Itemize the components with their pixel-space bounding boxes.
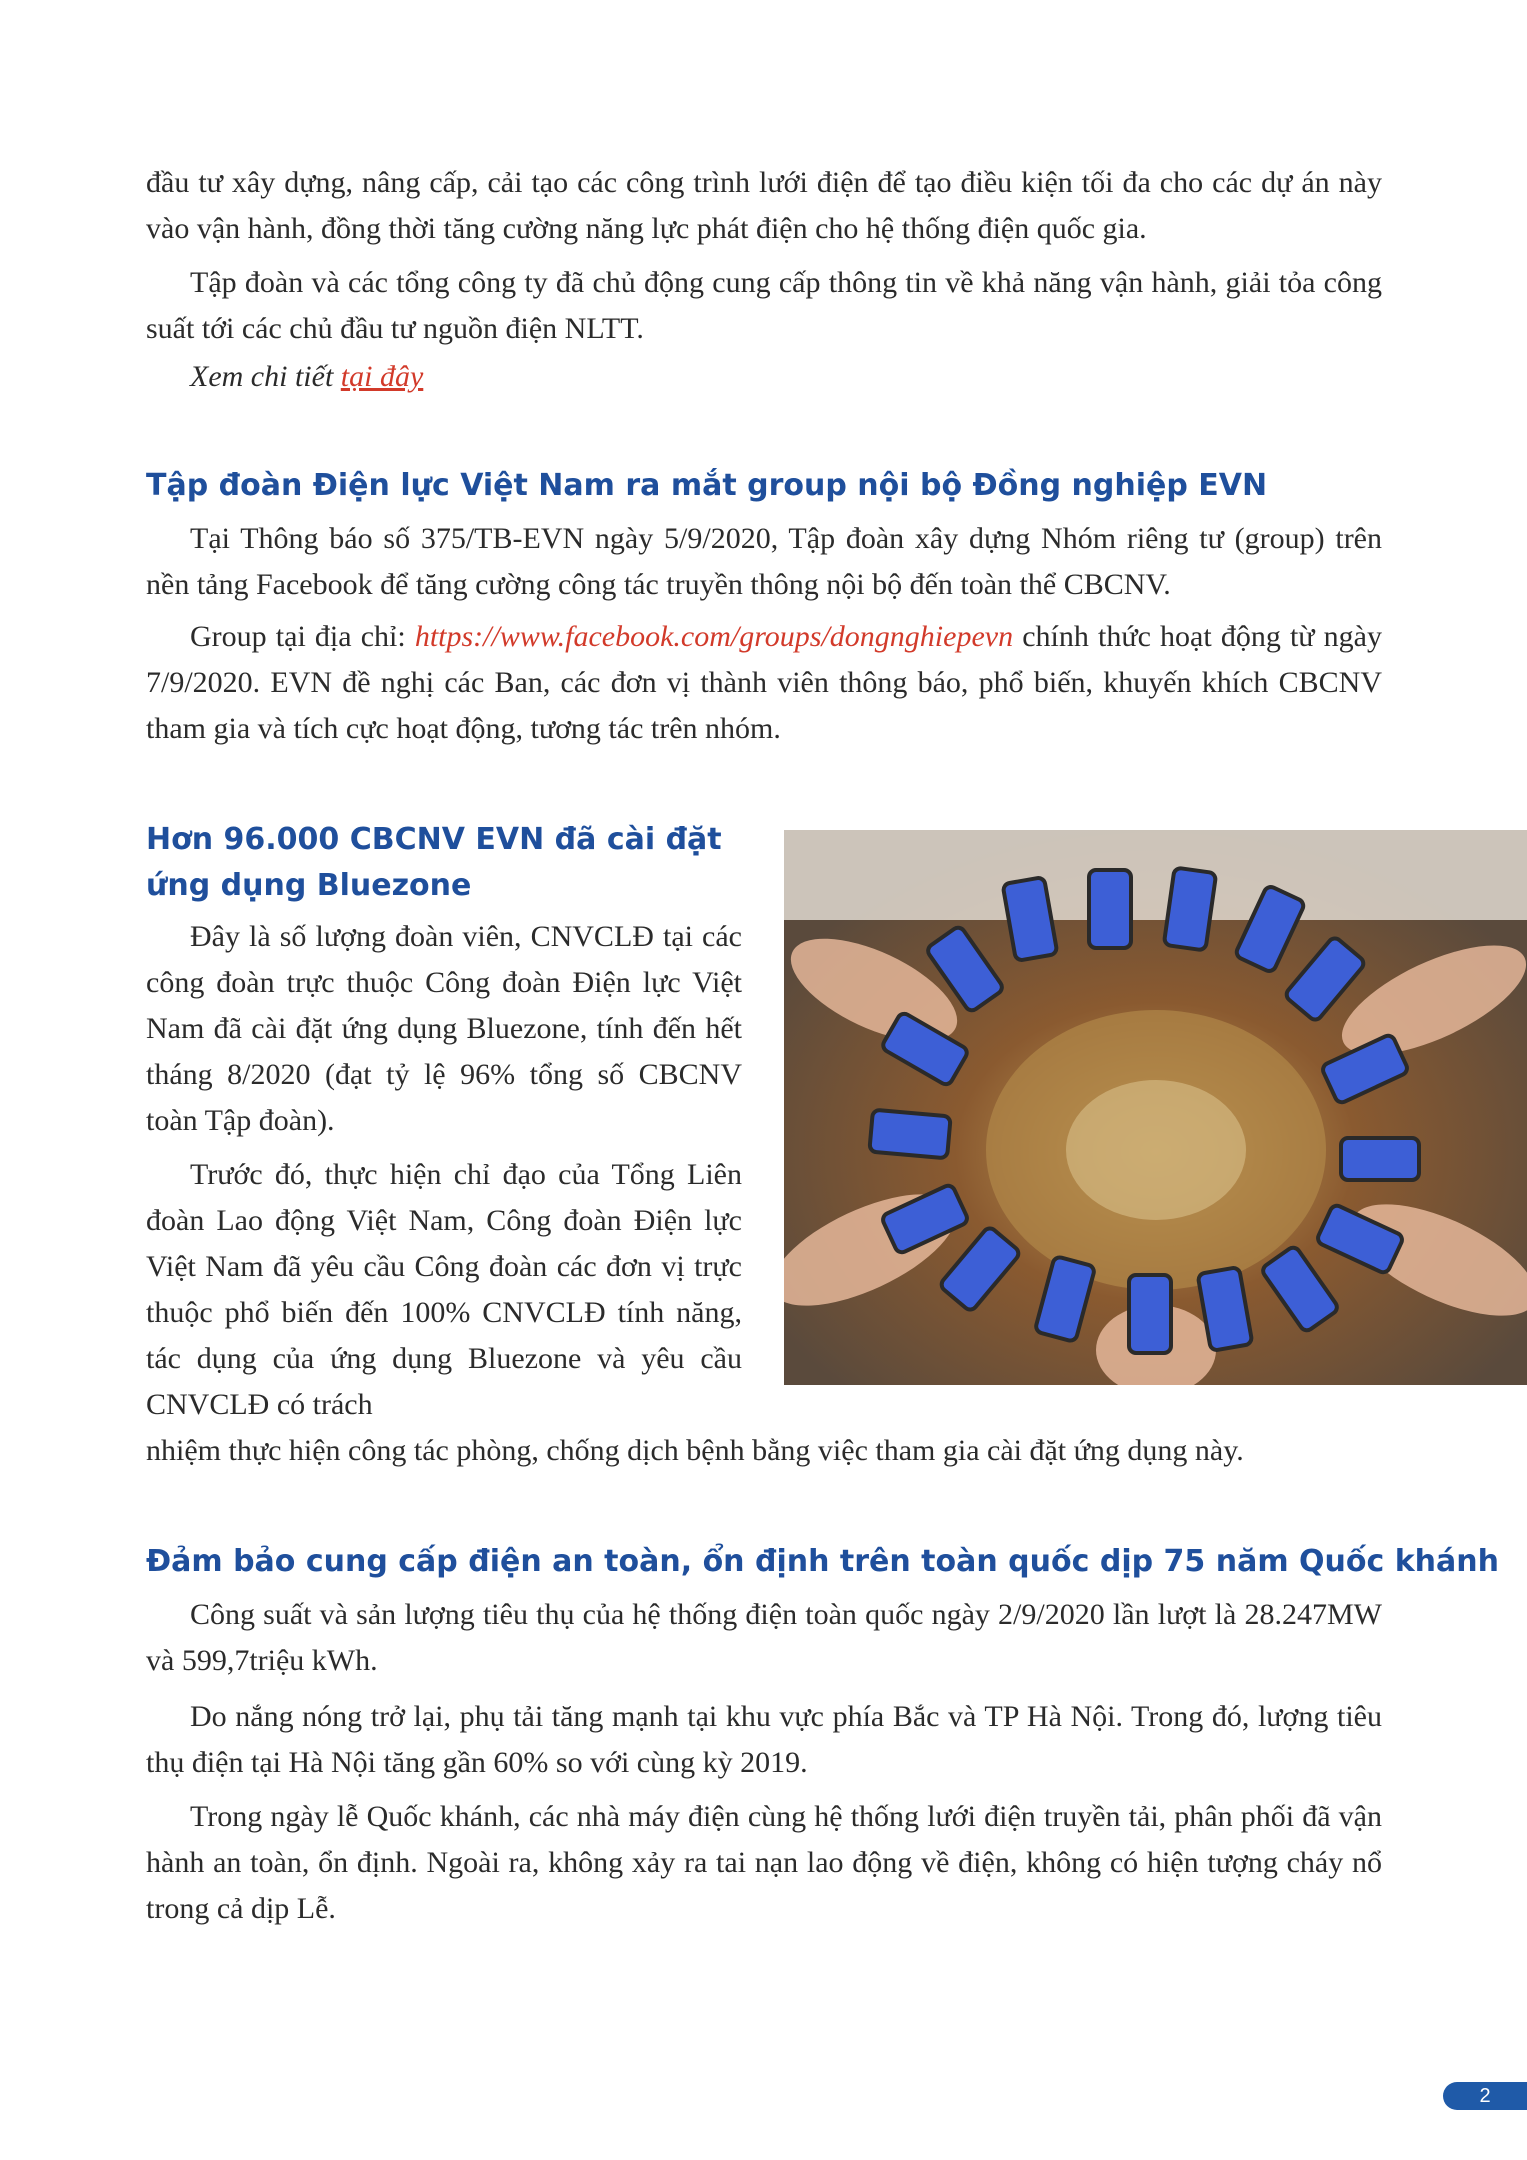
section1-paragraph-2 xyxy=(146,614,1382,752)
section3-paragraph-3: Trong ngày lễ Quốc khánh, các nhà máy điện cùng hệ thống lưới điện truyền tải, phân phối đã vận hành an toàn, ổn định. Ngoài ra, không xảy ra tai nạn lao động về điện, không có hiện tượng cháy nổ trong cả dịp Lễ. xyxy=(146,1800,1382,1925)
section2-paragraph-2: Trước đó, thực hiện chỉ đạo của Tổng Liên đoàn Lao động Việt Nam, Công đoàn Điện lực Việt Nam đã yêu cầu Công đoàn các đơn vị trực thuộc phổ biến đến 100% CNVCLĐ tính năng, tác dụng của ứng dụng Bluezone và yêu cầu CNVCLĐ có trách xyxy=(146,1158,742,1421)
bluezone-phones-photo xyxy=(784,830,1527,1385)
section-heading-power-supply: Đảm bảo cung cấp điện an toàn, ổn định trên toàn quốc dịp 75 năm Quốc khánh xyxy=(146,1544,1499,1579)
group-address-prefix: Group tại địa chỉ: xyxy=(190,620,415,653)
section3-paragraph-2: Do nắng nóng trở lại, phụ tải tăng mạnh tại khu vực phía Bắc và TP Hà Nội. Trong đó, lượng tiêu thụ điện tại Hà Nội tăng gần 60% so với cùng kỳ 2019. xyxy=(146,1700,1382,1779)
see-more-line xyxy=(146,354,1382,400)
see-more-prefix: Xem chi tiết xyxy=(190,360,341,393)
section3-paragraph-1: Công suất và sản lượng tiêu thụ của hệ thống điện toàn quốc ngày 2/9/2020 lần lượt là 28.247MW và 599,7triệu kWh. xyxy=(146,1598,1382,1677)
page-number-badge: 2 xyxy=(1443,2082,1527,2110)
section-heading-bluezone-line1: Hơn 96.000 CBCNV EVN đã cài đặt xyxy=(146,822,722,857)
phones-circle-image xyxy=(784,830,1527,1385)
section2-paragraph-2-continued: nhiệm thực hiện công tác phòng, chống dịch bệnh bằng việc tham gia cài đặt ứng dụng này. xyxy=(146,1434,1244,1467)
intro-paragraph-1: đầu tư xây dựng, nâng cấp, cải tạo các công trình lưới điện để tạo điều kiện tối đa cho các dự án này vào vận hành, đồng thời tăng cường năng lực phát điện cho hệ thống điện quốc gia. xyxy=(146,166,1382,245)
section-heading-bluezone-line2: ứng dụng Bluezone xyxy=(146,868,472,903)
section2-paragraph-1: Đây là số lượng đoàn viên, CNVCLĐ tại các công đoàn trực thuộc Công đoàn Điện lực Việt Nam đã cài đặt ứng dụng Bluezone, tính đến hết tháng 8/2020 (đạt tỷ lệ 96% tổng số CBCNV toàn Tập đoàn). xyxy=(146,920,742,1137)
intro-paragraph-2: Tập đoàn và các tổng công ty đã chủ động cung cấp thông tin về khả năng vận hành, giải tỏa công suất tới các chủ đầu tư nguồn điện NLTT. xyxy=(146,266,1382,345)
group-address-suffix: chính thức hoạt động từ ngày 7/9/2020. EVN đề nghị các Ban, các đơn vị thành viên thông báo, phổ biến, khuyến khích CBCNV tham gia và tích cực hoạt động, tương tác trên nhóm. xyxy=(146,620,1382,745)
facebook-group-link[interactable]: https://www.facebook.com/groups/dongnghiepevn xyxy=(414,620,1014,653)
section-heading-evn-group: Tập đoàn Điện lực Việt Nam ra mắt group nội bộ Đồng nghiệp EVN xyxy=(146,468,1268,503)
section1-paragraph-1: Tại Thông báo số 375/TB-EVN ngày 5/9/2020, Tập đoàn xây dựng Nhóm riêng tư (group) trên nền tảng Facebook để tăng cường công tác truyền thông nội bộ đến toàn thể CBCNV. xyxy=(146,522,1382,601)
see-more-link[interactable]: tại đây xyxy=(340,360,424,393)
